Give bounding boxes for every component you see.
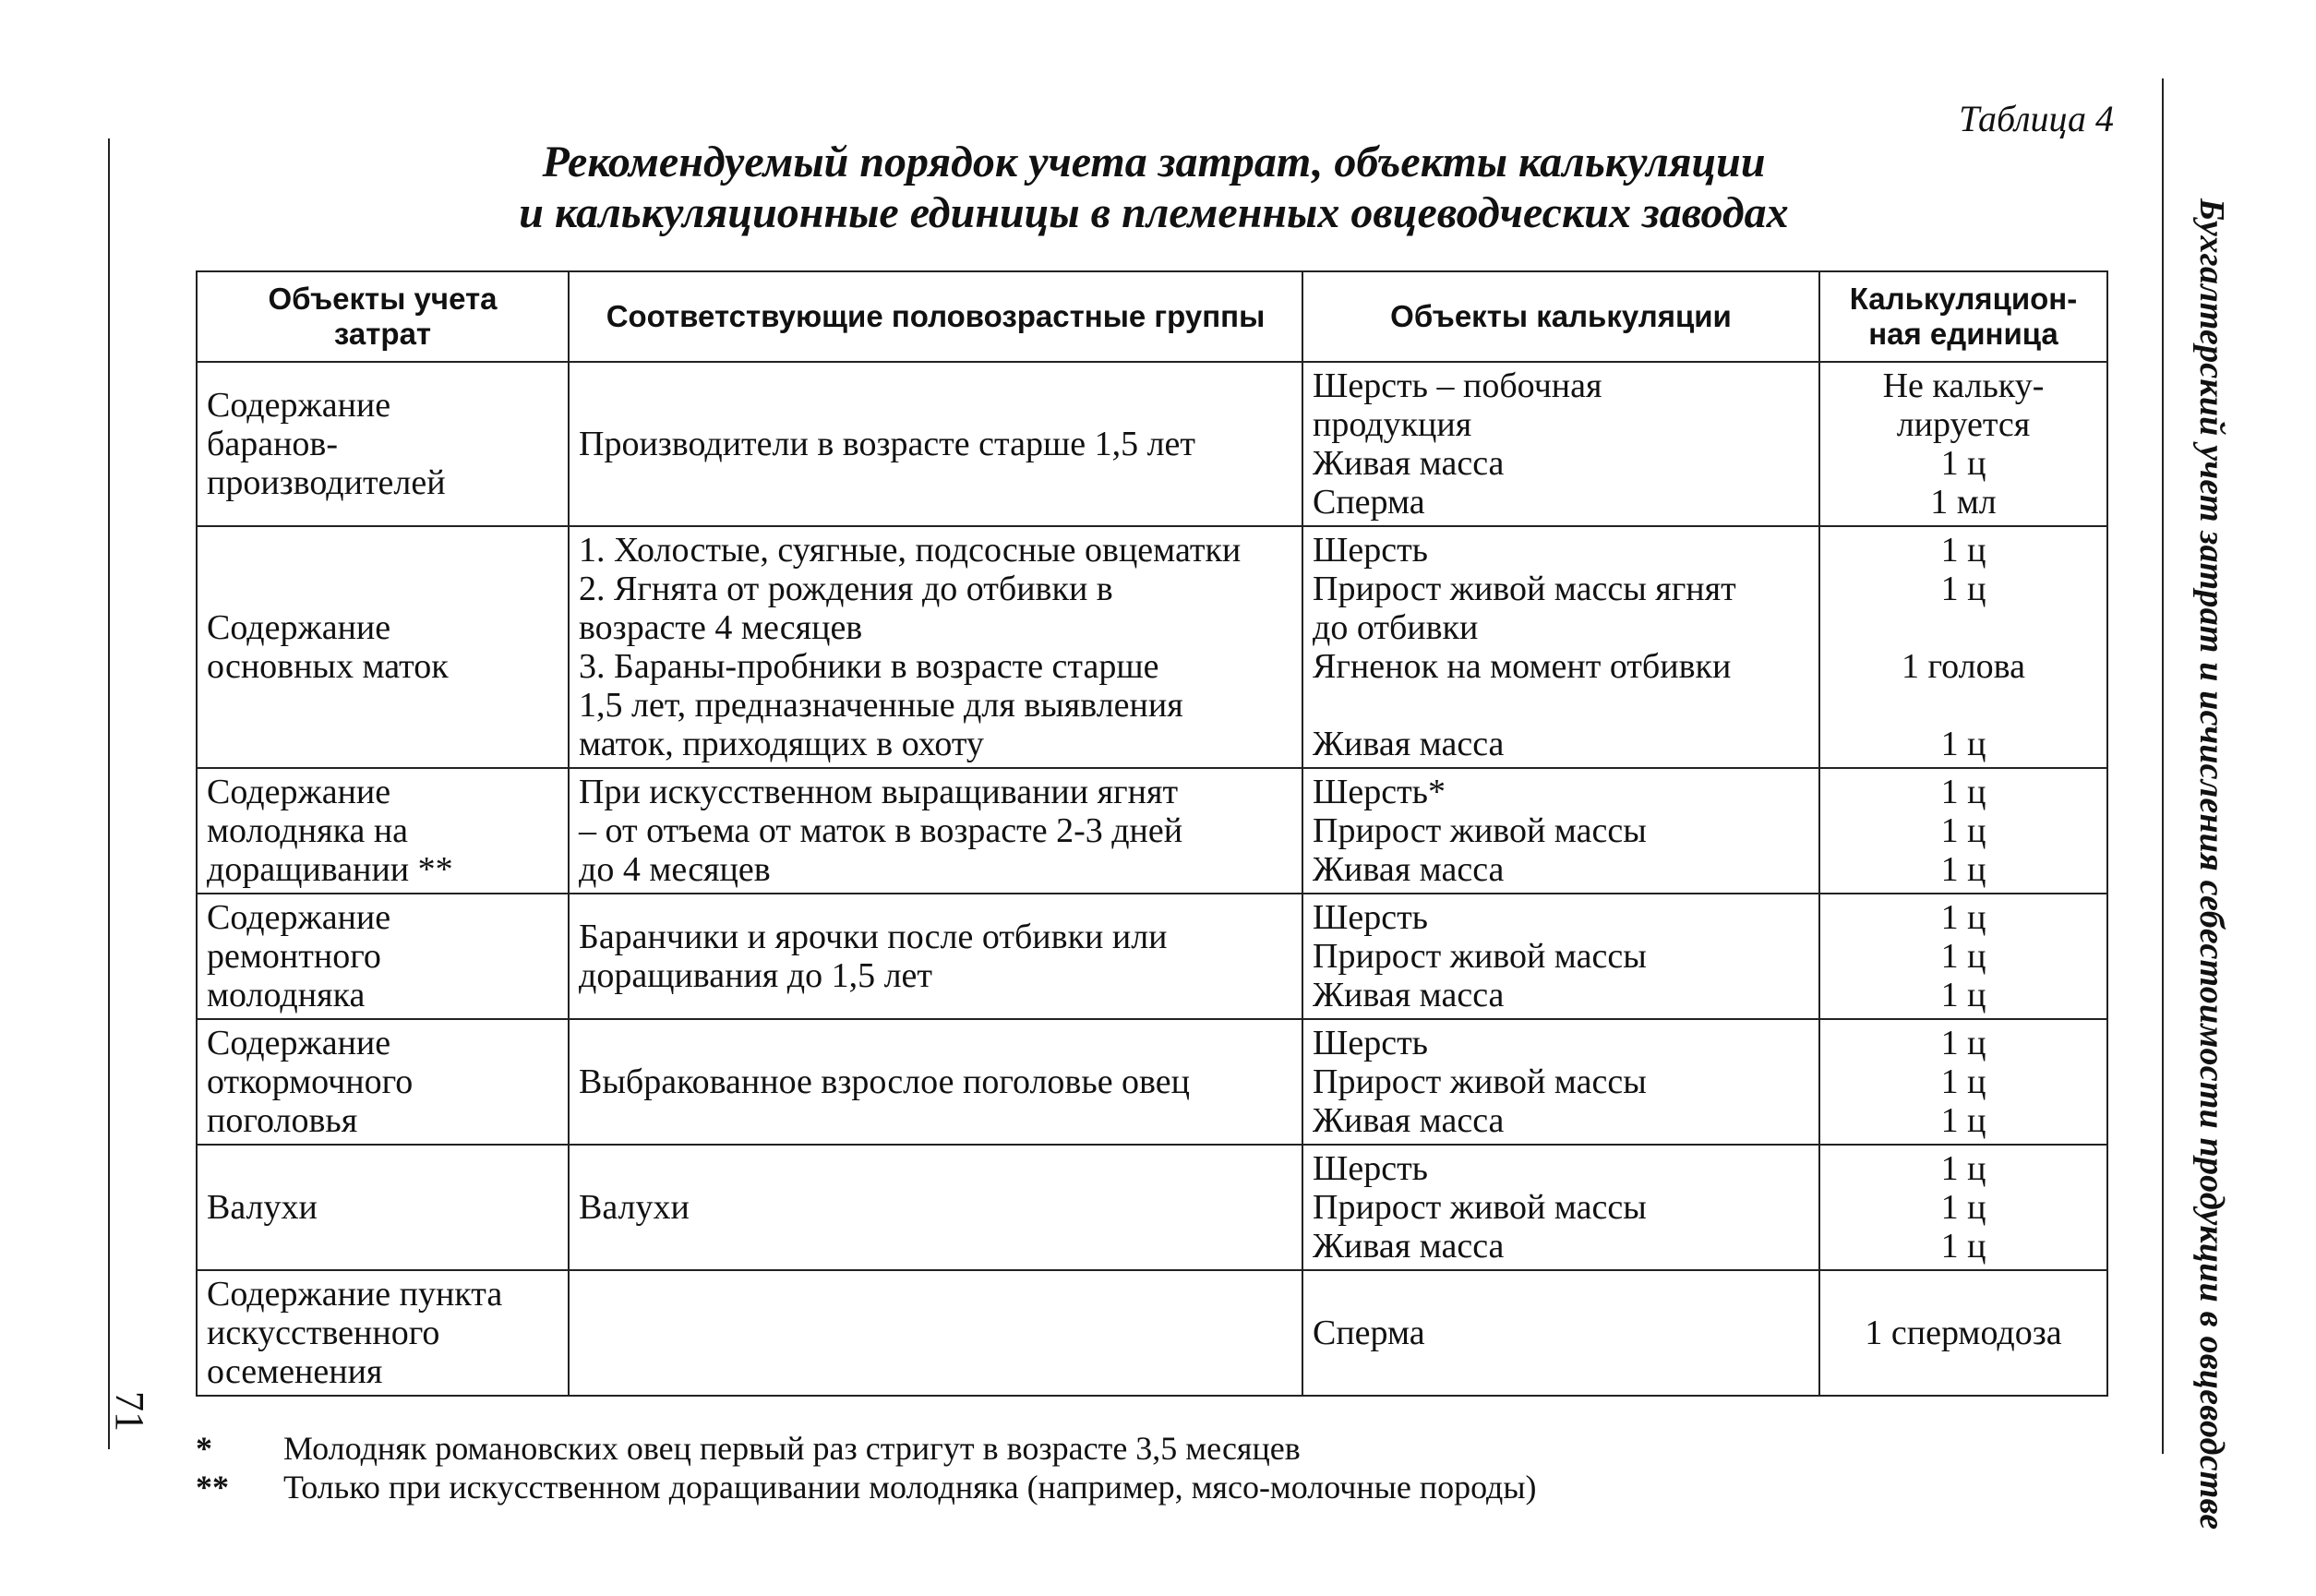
groups-cell bbox=[569, 362, 1302, 526]
calc-objects-cell bbox=[1302, 1270, 1819, 1396]
cell-line bbox=[1313, 686, 1809, 725]
cell-line: 1 ц bbox=[1940, 1024, 1986, 1062]
cell-line: Шерсть bbox=[1313, 531, 1429, 570]
header-cost-objects-line: Объекты учета bbox=[268, 282, 498, 316]
cell-line: искусственного bbox=[207, 1314, 440, 1352]
groups-cell bbox=[569, 526, 1302, 768]
cost-object-cell bbox=[197, 526, 569, 768]
cell-line: ремонтного bbox=[207, 937, 381, 976]
cell-line: Содержание bbox=[207, 773, 391, 811]
cell-line: Живая масса bbox=[1313, 444, 1505, 483]
cell-line: Живая масса bbox=[1313, 725, 1505, 763]
cell-line: возрасте 4 месяцев bbox=[579, 608, 863, 647]
cell-line: 1 ц bbox=[1940, 937, 1986, 976]
cost-object-cell bbox=[197, 1270, 569, 1396]
cell-line: 1 ц bbox=[1940, 444, 1986, 483]
page-number: 71 bbox=[107, 1391, 152, 1432]
left-margin-rule bbox=[108, 138, 110, 1449]
unit-cell bbox=[1819, 1019, 2107, 1145]
right-margin-rule bbox=[2162, 78, 2164, 1454]
groups-cell bbox=[569, 1270, 1302, 1396]
cell-line: молодняка bbox=[207, 976, 366, 1014]
table-row bbox=[197, 894, 2107, 1019]
cell-line: Живая масса bbox=[1313, 1101, 1505, 1140]
cell-line: основных маток bbox=[207, 647, 449, 686]
cell-line: Прирост живой массы bbox=[1313, 937, 1647, 976]
cost-accounting-table bbox=[196, 270, 2108, 1397]
cell-line: 1 ц bbox=[1940, 1062, 1986, 1101]
cell-line: поголовья bbox=[207, 1101, 358, 1140]
header-unit-line: ная единица bbox=[1868, 317, 2058, 351]
cell-line: Содержание bbox=[207, 608, 391, 647]
cell-line: 1 ц bbox=[1940, 1227, 1986, 1266]
cell-line: Не кальку- bbox=[1882, 366, 2045, 405]
cell-line: Содержание пункта bbox=[207, 1275, 503, 1314]
header-calc-objects: Объекты калькуляции bbox=[1302, 271, 1819, 362]
cell-line: При искусственном выращивании ягнят bbox=[579, 773, 1179, 811]
cell-line: 1 ц bbox=[1940, 850, 1986, 889]
calc-objects-cell bbox=[1302, 1019, 1819, 1145]
unit-cell bbox=[1819, 1270, 2107, 1396]
cell-line: Содержание bbox=[207, 1024, 391, 1062]
cell-line: 1 ц bbox=[1940, 773, 1986, 811]
cell-line: Шерсть – побочная bbox=[1313, 366, 1602, 405]
cost-object-cell bbox=[197, 1019, 569, 1145]
cost-object-cell bbox=[197, 894, 569, 1019]
cell-line: Содержание bbox=[207, 386, 391, 425]
table-label: Таблица 4 bbox=[1959, 98, 2114, 139]
cell-line: Производители в возрасте старше 1,5 лет bbox=[579, 425, 1196, 463]
calc-objects-cell bbox=[1302, 362, 1819, 526]
cost-object-cell bbox=[197, 768, 569, 894]
header-row bbox=[197, 271, 2107, 362]
table-row bbox=[197, 1270, 2107, 1396]
cost-object-cell bbox=[197, 362, 569, 526]
calc-objects-cell bbox=[1302, 768, 1819, 894]
cell-line: до отбивки bbox=[1313, 608, 1479, 647]
cell-line: 1,5 лет, предназначенные для выявления bbox=[579, 686, 1183, 725]
cell-line: доращивании ** bbox=[207, 850, 453, 889]
cell-line: Прирост живой массы bbox=[1313, 1188, 1647, 1227]
cell-line: 1 ц bbox=[1940, 570, 1986, 608]
cell-line: Живая масса bbox=[1313, 976, 1505, 1014]
cell-line: Шерсть bbox=[1313, 1149, 1429, 1188]
cell-line: молодняка на bbox=[207, 811, 409, 850]
cell-line: 1 ц bbox=[1940, 1188, 1986, 1227]
cell-line: 1 мл bbox=[1930, 483, 1997, 522]
cell-line: Выбракованное взрослое поголовье овец bbox=[579, 1062, 1190, 1101]
footnote-1 bbox=[196, 1429, 2042, 1468]
footnote-text: Молодняк романовских овец первый раз стригут в возрасте 3,5 месяцев bbox=[283, 1430, 1301, 1467]
table-title bbox=[388, 137, 1920, 238]
calc-objects-cell bbox=[1302, 1145, 1819, 1270]
cell-line: маток, приходящих в охоту bbox=[579, 725, 984, 763]
footnote-2 bbox=[196, 1468, 2042, 1506]
footnote-text: Только при искусственном доращивании молодняка (например, мясо-молочные породы) bbox=[283, 1469, 1537, 1506]
cell-line: 3. Бараны-пробники в возрасте старше bbox=[579, 647, 1159, 686]
cell-line: 1 ц bbox=[1940, 811, 1986, 850]
cell-line: осеменения bbox=[207, 1352, 383, 1391]
footnote-mark: ** bbox=[196, 1469, 229, 1506]
cell-line: Ягненок на момент отбивки bbox=[1313, 647, 1732, 686]
cell-line: Шерсть* bbox=[1313, 773, 1446, 811]
cell-line: Прирост живой массы bbox=[1313, 811, 1647, 850]
cell-line: Сперма bbox=[1313, 483, 1425, 522]
table-row bbox=[197, 1019, 2107, 1145]
cell-line: 1. Холостые, суягные, подсосные овцематки bbox=[579, 531, 1242, 570]
unit-cell bbox=[1819, 894, 2107, 1019]
cell-line: до 4 месяцев bbox=[579, 850, 771, 889]
cell-line: 1 ц bbox=[1940, 1149, 1986, 1188]
table-row bbox=[197, 768, 2107, 894]
cell-line: Шерсть bbox=[1313, 898, 1429, 937]
cell-line: 2. Ягнята от рождения до отбивки в bbox=[579, 570, 1113, 608]
title-line-2: и калькуляционные единицы в племенных овцеводческих заводах bbox=[519, 188, 1789, 237]
table-body bbox=[197, 362, 2107, 1396]
cell-line: 1 спермодоза bbox=[1865, 1314, 2062, 1352]
table-row bbox=[197, 526, 2107, 768]
title-line-1: Рекомендуемый порядок учета затрат, объекты калькуляции bbox=[542, 138, 1766, 186]
unit-cell bbox=[1819, 362, 2107, 526]
cell-line: баранов- bbox=[207, 425, 338, 463]
header-cost-objects-line: затрат bbox=[333, 317, 432, 351]
cell-line: Прирост живой массы bbox=[1313, 1062, 1647, 1101]
cell-line: 1 ц bbox=[1940, 725, 1986, 763]
unit-cell bbox=[1819, 526, 2107, 768]
header-groups: Соответствующие половозрастные группы bbox=[569, 271, 1302, 362]
cell-line: Живая масса bbox=[1313, 1227, 1505, 1266]
cell-line: Валухи bbox=[579, 1188, 690, 1227]
running-title: Бухгалтерский учет затрат и исчисления себестоимости продукции в овцеводстве bbox=[2192, 198, 2231, 1530]
groups-cell bbox=[569, 894, 1302, 1019]
cell-line: 1 ц bbox=[1940, 976, 1986, 1014]
cell-line: производителей bbox=[207, 463, 446, 502]
cell-line: Прирост живой массы ягнят bbox=[1313, 570, 1736, 608]
cell-line bbox=[1830, 608, 2097, 647]
cell-line: продукция bbox=[1313, 405, 1472, 444]
cell-line: Живая масса bbox=[1313, 850, 1505, 889]
table-row bbox=[197, 1145, 2107, 1270]
groups-cell bbox=[569, 1019, 1302, 1145]
cell-line: 1 ц bbox=[1940, 1101, 1986, 1140]
cell-line: Баранчики и ярочки после отбивки или bbox=[579, 918, 1168, 956]
cell-line: Сперма bbox=[1313, 1314, 1425, 1352]
cell-line: 1 голова bbox=[1902, 647, 2025, 686]
groups-cell bbox=[569, 1145, 1302, 1270]
unit-cell bbox=[1819, 1145, 2107, 1270]
cell-line: 1 ц bbox=[1940, 531, 1986, 570]
header-unit bbox=[1819, 271, 2107, 362]
cell-line: 1 ц bbox=[1940, 898, 1986, 937]
cell-line: лируется bbox=[1896, 405, 2031, 444]
calc-objects-cell bbox=[1302, 526, 1819, 768]
footnotes bbox=[196, 1429, 2042, 1506]
groups-cell bbox=[569, 768, 1302, 894]
cost-object-cell bbox=[197, 1145, 569, 1270]
cell-line: Содержание bbox=[207, 898, 391, 937]
cell-line: – от отъема от маток в возрасте 2-3 дней bbox=[579, 811, 1183, 850]
cell-line: доращивания до 1,5 лет bbox=[579, 956, 933, 995]
unit-cell bbox=[1819, 768, 2107, 894]
footnote-mark: * bbox=[196, 1430, 212, 1467]
calc-objects-cell bbox=[1302, 894, 1819, 1019]
cell-line: Валухи bbox=[207, 1188, 318, 1227]
cell-line: Шерсть bbox=[1313, 1024, 1429, 1062]
header-cost-objects bbox=[197, 271, 569, 362]
table-row bbox=[197, 362, 2107, 526]
cell-line bbox=[1830, 686, 2097, 725]
header-unit-line: Калькуляцион- bbox=[1849, 282, 2078, 316]
cell-line: откормочного bbox=[207, 1062, 414, 1101]
